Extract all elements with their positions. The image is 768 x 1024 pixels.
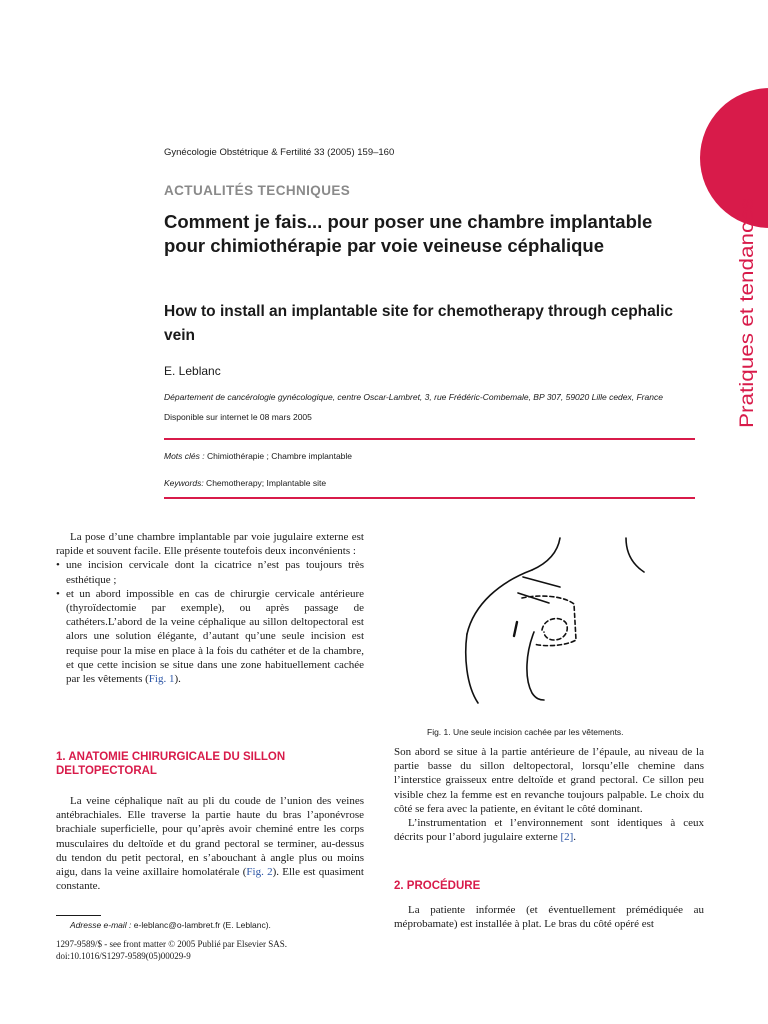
figure-reference-link[interactable]: Fig. 1 xyxy=(148,673,175,686)
body-paragraph xyxy=(394,816,704,844)
figure-1-drawing xyxy=(440,520,680,720)
paragraph-text: L’instrumentation et l’environnement sont identiques à ceux décrits pour l’abord jugulaire externe xyxy=(394,817,704,844)
keywords-french xyxy=(164,451,352,461)
divider-top xyxy=(164,438,695,440)
bullet-icon: • xyxy=(56,587,60,600)
author: E. Leblanc xyxy=(164,364,221,378)
body-paragraph: Son abord se situe à la partie antérieure de l’épaule, au niveau de la partie basse du sillon deltopectoral, lorsqu’elle chemine dans l’interstice graisseux entre deltoïde et grand pectoral. Ce sillon peu visible chez la femme est en revanche toujours palpable. Le choix du côté se fera avec la patiente, en évitant le côté dominant. xyxy=(394,746,704,815)
incision-mark xyxy=(514,622,517,636)
bullet-text: et un abord impossible en cas de chirurgie cervicale antérieure (thyroïdectomie par exemple), ou après passage de cathéters.L’abord de la veine céphalique au sillon deltopectoral est alors une solution élégante, d’autant qu’une seule incision est requise pour la mise en place à la fois du cathéter et de la chambre, et que cette incision se situe dans une zone habituellement cachée par les vêtements ( xyxy=(66,587,364,686)
issn-line: 1297-9589/$ - see front matter © 2005 Publié par Elsevier SAS. xyxy=(56,939,288,949)
figure-caption: Fig. 1. Une seule incision cachée par les vêtements. xyxy=(427,727,624,737)
side-title xyxy=(738,196,758,428)
keywords-french-text: Chimiothérapie ; Chambre implantable xyxy=(204,451,353,461)
footnote-email[interactable]: e-leblanc@o-lambret.fr (E. Leblanc). xyxy=(131,920,271,930)
list-item xyxy=(56,587,364,686)
keywords-english-label: Keywords: xyxy=(164,478,204,488)
footnote xyxy=(70,920,271,930)
body-paragraph: La patiente informée (et éventuellement prémédiquée au méprobamate) est installée à plat. Le bras du côté opéré est xyxy=(394,904,704,931)
paragraph-text: La veine céphalique naît au pli du coude de l’union des veines antébrachiales. Elle traverse la partie haute du bras l’aponévrose brachiale superficielle, pour qu’après avoir cheminé entre les corps musculaires du deltoïde et du grand pectoral se terminer, au-dessus du tendon du petit pectoral, en s’abouchant à angle plus ou moins aigu, dans la veine axillaire homolatérale ( xyxy=(56,795,364,879)
arm-line xyxy=(466,634,478,703)
chamber-outline xyxy=(542,619,567,640)
paragraph-text-end: . xyxy=(573,831,577,844)
left-column-continued xyxy=(56,794,364,893)
section-heading-2: 2. PROCÉDURE xyxy=(394,880,481,892)
paragraph-text-end: ). Elle est quasiment constante. xyxy=(56,866,364,893)
bullet-text: une incision cervicale dont la cicatrice n’est pas toujours très esthétique ; xyxy=(66,559,364,586)
side-title-text: Pratiques et tendances xyxy=(737,233,758,428)
footnote-label: Adresse e-mail : xyxy=(70,920,132,930)
footnote-rule xyxy=(56,915,101,916)
divider-bottom xyxy=(164,497,695,499)
body-paragraph xyxy=(56,794,364,893)
figure-reference-link[interactable]: Fig. 2 xyxy=(246,866,273,879)
scar-line xyxy=(523,577,560,587)
availability-date: Disponible sur internet le 08 mars 2005 xyxy=(164,412,312,422)
neck-right-line xyxy=(626,538,644,572)
right-column xyxy=(394,745,704,844)
bullet-icon: • xyxy=(56,559,60,572)
list-item xyxy=(56,558,364,586)
torso-line xyxy=(527,632,544,700)
journal-citation: Gynécologie Obstétrique & Fertilité 33 (2005) 159–160 xyxy=(164,147,395,158)
intro-paragraph: La pose d’une chambre implantable par voie jugulaire externe est rapide et souvent facile. Elle présente toutefois deux inconvénients : xyxy=(56,531,364,558)
publication-info xyxy=(56,938,287,962)
affiliation: Département de cancérologie gynécologique, centre Oscar-Lambret, 3, rue Frédéric-Combemale, BP 307, 59020 Lille cedex, France xyxy=(164,392,663,402)
section-heading-1: 1. ANATOMIE CHIRURGICALE DU SILLON DELTOPECTORAL xyxy=(56,751,286,777)
keywords-english-text: Chemotherapy; Implantable site xyxy=(203,478,327,488)
title-french: Comment je fais... pour poser une chambre implantable pour chimiothérapie par voie veineuse céphalique xyxy=(164,211,653,256)
neck-left-line xyxy=(532,538,560,570)
side-title-svg xyxy=(738,196,758,428)
right-column-continued xyxy=(394,903,704,931)
doi-line: doi:10.1016/S1297-9589(05)00029-9 xyxy=(56,951,191,961)
citation-link[interactable]: [2] xyxy=(560,831,574,844)
shoulder-line xyxy=(467,570,532,634)
section-label: ACTUALITÉS TECHNIQUES xyxy=(164,183,351,198)
left-column xyxy=(56,530,364,686)
keywords-french-label: Mots clés : xyxy=(164,451,205,461)
title-english: How to install an implantable site for chemotherapy through cephalic vein xyxy=(164,303,673,344)
keywords-english xyxy=(164,478,326,488)
bullet-text-end: ). xyxy=(174,673,181,686)
